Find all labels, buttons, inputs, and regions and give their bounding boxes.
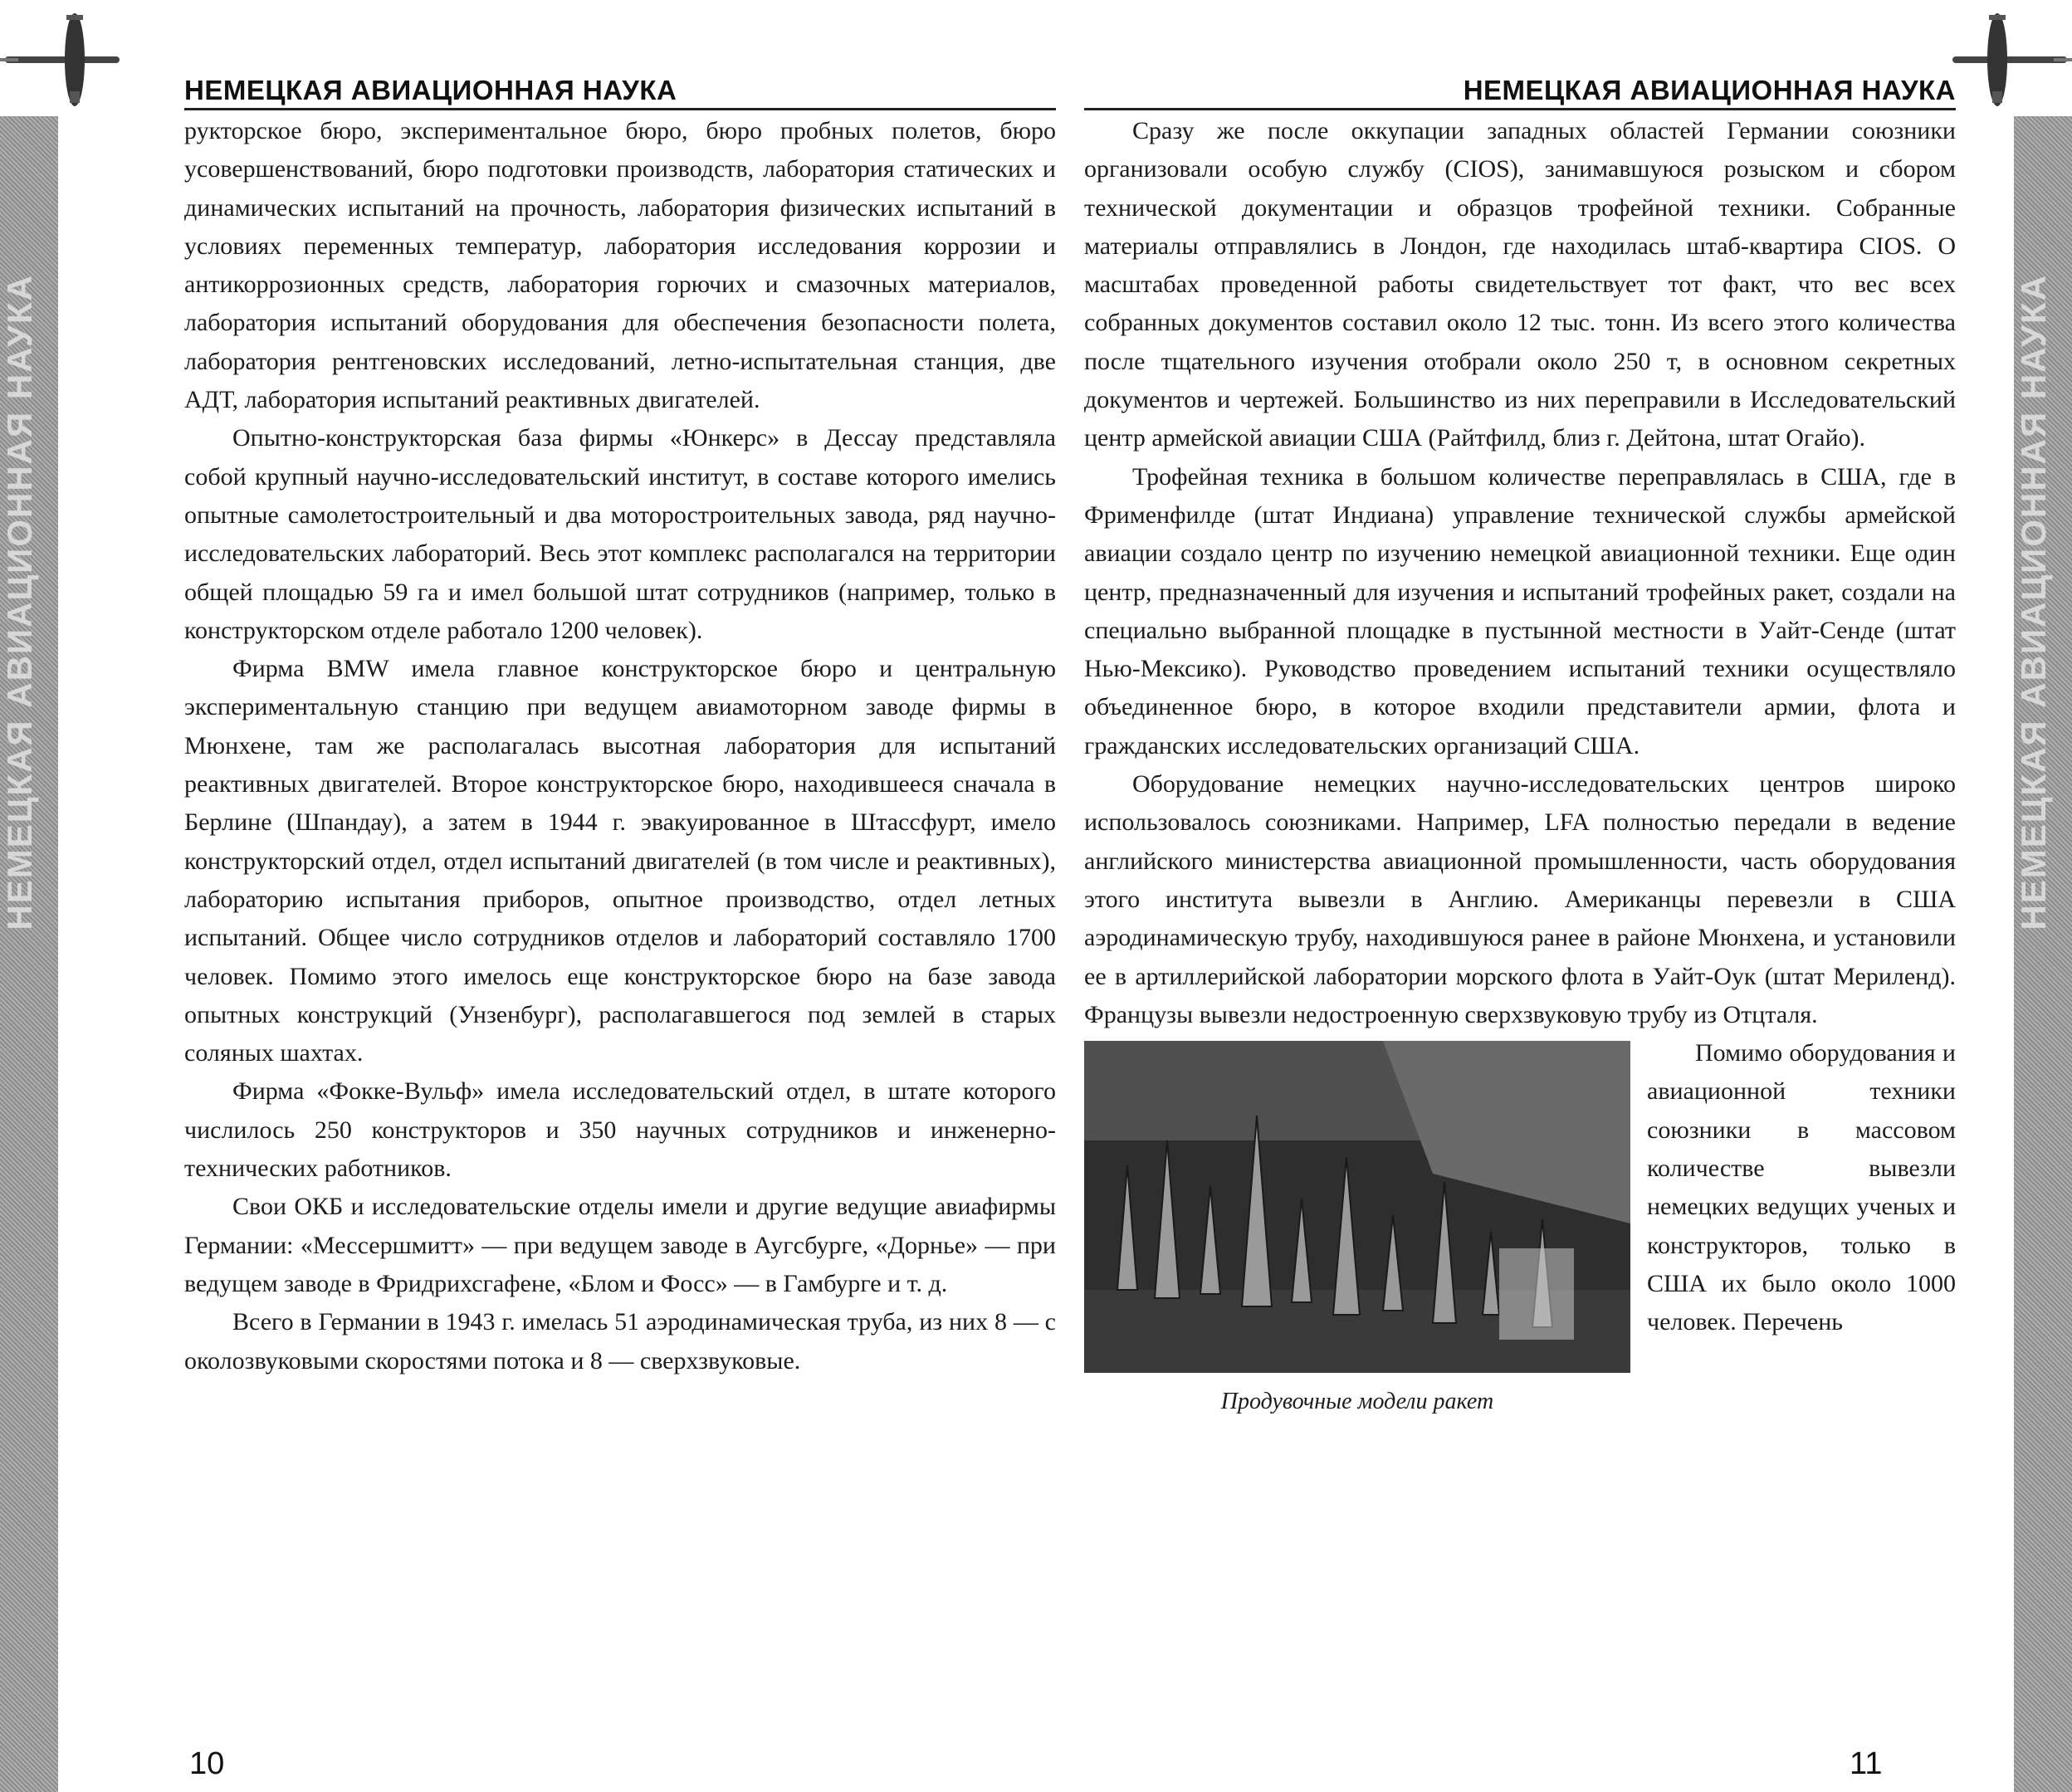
paragraph: Фирма BMW имела главное конструкторское бюро и центральную экспериментальную станцию при ведущем авиамоторном заводе фирмы в Мюнхене, там же располагалась высотная лаборатория для испытаний реактивных двигателей. Второе конструкторское бюро, находившееся сначала в Берлине (Шпандау), а затем в 1944 г. эвакуированное в Штассфурт, имело конструкторский отдел, отдел испытаний двигателей (в том числе и реактивных), лабораторию испытания приборов, опытное производство, отдел летных испытаний. Общее число сотрудников отделов и лабораторий составляло 1700 человек. Помимо этого имелось еще конструкторское бюро на базе завода опытных конструкций (Унзенбург), располагавшегося под землей в старых соляных шахтах. <box>184 655 1056 1067</box>
wrap-text <box>1647 1034 1956 1341</box>
right-side-tab <box>2014 116 2072 1792</box>
left-page <box>184 0 1056 1380</box>
paragraph: Свои ОКБ и исследовательские отделы имели и другие ведущие авиафирмы Германии: «Мессершмитт» — при ведущем заводе в Аугсбурге, «Дорнье» — при ведущем заводе в Фридрихсгафене, «Блом и Фосс» — в Гамбурге и т. д. <box>184 1193 1056 1297</box>
paragraph: Всего в Германии в 1943 г. имелась 51 аэродинамическая труба, из них 8 — с околозвуковыми скоростями потока и 8 — сверхзвуковые. <box>184 1308 1056 1375</box>
paragraph: рукторское бюро, экспериментальное бюро, бюро пробных полетов, бюро усовершенствований, бюро подготовки производств, лаборатория статических и динамических испытаний на прочность, лаборатория физических испытаний в условиях переменных температур, лаборатория исследования коррозии и антикоррозионных средств, лаборатория горючих и смазочных материалов, лаборатория испытаний оборудования для обеспечения безопасности полета, лаборатория рентгеновских исследований, летно-испытательная станция, две АДТ, лаборатория испытаний реактивных двигателей. <box>184 117 1056 414</box>
page-number-right: 11 <box>1850 1746 1883 1781</box>
paragraph: Трофейная техника в большом количестве переправлялась в США, где в Фрименфилде (штат Индиана) управление технической службы армейской авиации создало центр по изучению немецкой авиационной техники. Еще один центр, предназначенный для изучения и испытаний трофейных ракет, создали на специально выбранной площадке в пустынной местности в Уайт-Сенде (штат Нью-Мексико). Руководство проведением испытаний техники осуществляло объединенное бюро, в которое входили представители армии, флота и гражданских исследовательских организаций США. <box>1084 462 1956 759</box>
paragraph: Сразу же после оккупации западных областей Германии союзники организовали особую службу (CIOS), занимавшуюся розыском и сбором технической документации и образцов трофейной техники. Собранные материалы отправлялись в Лондон, где находилась штаб-квартира CIOS. О масштабах проведенной работы свидетельствует тот факт, что вес всех собранных документов составил около 12 тыс. тонн. Из всего этого количества после тщательного изучения отобрали около 250 т, в основном секретных документов и чертежей. Большинство из них переправили в Исследовательский центр армейской авиации США (Райтфилд, близ г. Дейтона, штат Огайо). <box>1084 117 1956 452</box>
airplane-icon <box>0 8 125 108</box>
paragraph: Опытно-конструкторская база фирмы «Юнкерс» в Дессау представляла собой крупный научно-исследовательский институт, в составе которого имелись опытные самолетостроительный и два моторостроительных завода, ряд научно-исследовательских лабораторий. Весь этот комплекс располагался на территории общей площадью 59 га и имел большой штат сотрудников (например, только в конструкторском отделе работало 1200 человек). <box>184 424 1056 644</box>
figure-block <box>1084 1034 1956 1466</box>
right-side-tab-label: НЕМЕЦКАЯ АВИАЦИОННАЯ НАУКА <box>2014 274 2053 930</box>
left-side-tab-label: НЕМЕЦКАЯ АВИАЦИОННАЯ НАУКА <box>0 274 39 930</box>
running-head-left: НЕМЕЦКАЯ АВИАЦИОННАЯ НАУКА <box>184 73 1056 110</box>
running-head-right: НЕМЕЦКАЯ АВИАЦИОННАЯ НАУКА <box>1084 73 1956 110</box>
figure-caption: Продувочные модели ракет <box>1220 1389 1494 1415</box>
paragraph: Оборудование немецких научно-исследовательских центров широко использовалось союзниками. Например, LFA полностью передали в ведение английского министерства авиационной промышленности, часть оборудования этого института вывезли в Англию. Американцы перевезли в США аэродинамическую трубу, находившуюся ранее в районе Мюнхена, и установили ее в артиллерийской лаборатории морского флота в Уайт-Оук (штат Мериленд). Французы вывезли недостроенную сверхзвуковую трубу из Отцталя. <box>1084 770 1956 1028</box>
rocket-models-photo <box>1084 1041 1630 1373</box>
paragraph: Фирма «Фокке-Вульф» имела исследовательский отдел, в штате которого числилось 250 конструкторов и 350 научных сотрудников и инженерно-технических работников. <box>184 1077 1056 1183</box>
page-number-left: 10 <box>189 1746 225 1781</box>
right-page-text <box>1084 112 1956 1034</box>
right-page <box>1084 0 1956 1466</box>
left-page-text <box>184 112 1056 1380</box>
left-side-tab <box>0 116 58 1792</box>
airplane-icon <box>1947 8 2072 108</box>
paragraph: Помимо оборудования и авиационной техники союзники в массовом количестве вывезли немецких ведущих ученых и конструкторов, только в США их было около 1000 человек. Перечень <box>1647 1039 1956 1336</box>
